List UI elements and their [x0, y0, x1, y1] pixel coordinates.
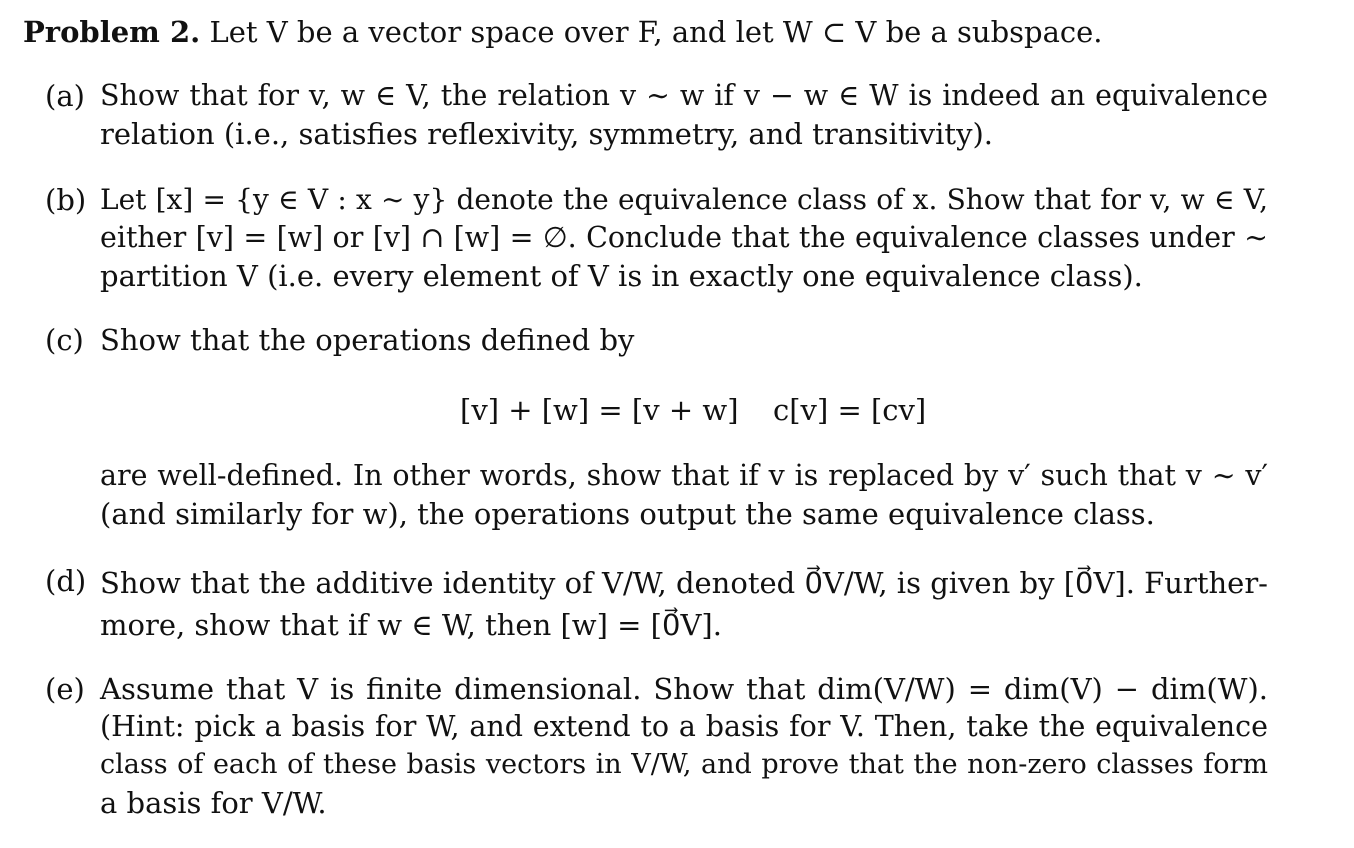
- part-d-line-2: more, show that if w ∈ W, then [w] = [0⃗V].: [100, 608, 722, 642]
- part-b-label: (b): [45, 183, 87, 217]
- part-a-text: [100, 77, 1268, 153]
- part-d-text: [100, 562, 1268, 646]
- part-e-label: (e): [45, 672, 85, 706]
- part-d-label: (d): [45, 564, 87, 598]
- problem-label: Problem 2.: [23, 15, 201, 49]
- part-b-line-3: partition V (i.e. every element of V is in exactly one equivalence class).: [100, 259, 1143, 293]
- part-e-line-1: Assume that V is finite dimensional. Show that dim(V/W) = dim(V) − dim(W).: [100, 672, 1268, 706]
- part-c-text: [100, 457, 1268, 533]
- part-e-line-2: (Hint: pick a basis for W, and extend to a basis for V. Then, take the equivalence: [100, 710, 1268, 743]
- part-c-line-2: are well-defined. In other words, show that if v is replaced by v′ such that v ∼ v′: [100, 459, 1268, 492]
- part-c-line-3: (and similarly for w), the operations output the same equivalence class.: [100, 497, 1155, 531]
- part-e-text: [100, 670, 1268, 822]
- part-a-line-2: relation (i.e., satisfies reflexivity, symmetry, and transitivity).: [100, 117, 993, 151]
- equation-addition: [v] + [w] = [v + w]: [460, 393, 739, 427]
- part-e-line-3: class of each of these basis vectors in V/W, and prove that the non-zero classes form: [100, 749, 1268, 780]
- equation-scalar-multiplication: c[v] = [cv]: [773, 393, 927, 427]
- part-d-line-1: Show that the additive identity of V/W, denoted 0⃗V/W, is given by [0⃗V]. Further-: [100, 566, 1268, 600]
- part-c-line-1: Show that the operations defined by: [100, 323, 635, 357]
- part-c-intro: [100, 321, 1268, 359]
- part-e-line-4: a basis for V/W.: [100, 786, 327, 820]
- part-c-label: (c): [45, 323, 84, 357]
- part-a-line-1: Show that for v, w ∈ V, the relation v ∼ w if v − w ∈ W is indeed an equivalence: [100, 79, 1268, 112]
- part-b-line-1: Let [x] = {y ∈ V : x ∼ y} denote the equivalence class of x. Show that for v, w ∈ V,: [100, 183, 1268, 216]
- part-b-text: [100, 181, 1268, 295]
- part-b-line-2: either [v] = [w] or [v] ∩ [w] = ∅. Conclude that the equivalence classes under ∼: [100, 221, 1268, 254]
- problem-heading: [23, 12, 1333, 52]
- part-a-label: (a): [45, 79, 85, 113]
- problem-statement: Let V be a vector space over F, and let W ⊂ V be a subspace.: [209, 15, 1103, 49]
